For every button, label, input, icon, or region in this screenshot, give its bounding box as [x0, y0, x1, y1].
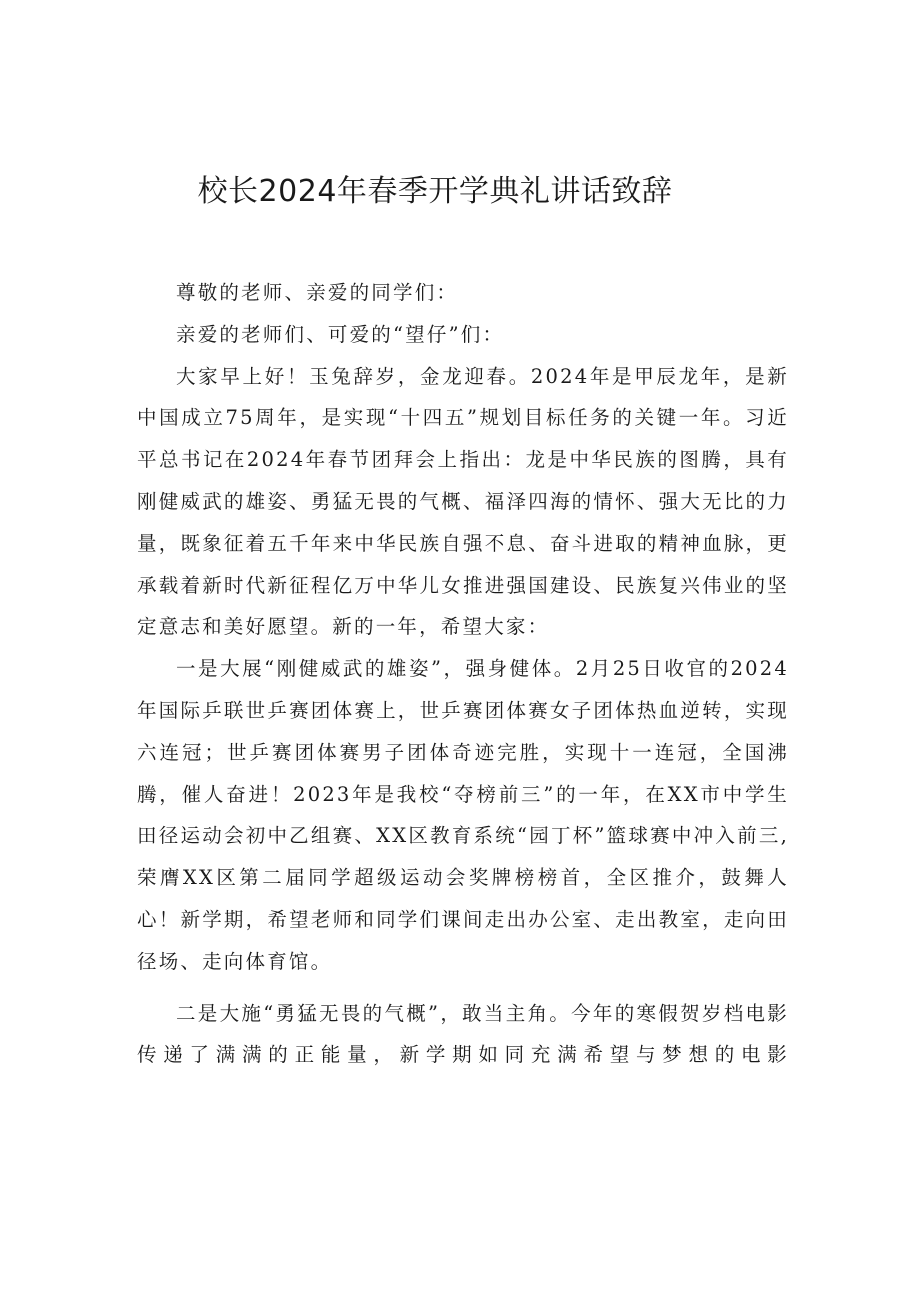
body-paragraph: 二是大施“勇猛无畏的气概”，敢当主角。今年的寒假贺岁档电影传递了满满的正能量，新学期如同充满希望与梦想的电影	[137, 1001, 789, 1067]
body-paragraph: 一是大展“刚健威武的雄姿”，强身健体。2月25日收官的2024年国际乒联世乒赛团体赛上，世乒赛团体赛女子团体热血逆转，实现六连冠；世乒赛团体赛男子团体奇迹完胜，实现十一连冠，全国沸腾，催人奋进！2023年是我校“夺榜前三”的一年，在XX市中学生田径运动会初中乙组赛、XX区教育系统“园丁杯”篮球赛中冲入前三,荣膺XX区第二届同学超级运动会奖牌榜榜首，全区推介，鼓舞人心！新学期，希望老师和同学们课间走出办公室、走出教室，走向田径场、走向体育馆。	[137, 657, 789, 973]
body-paragraph: 大家早上好！玉兔辞岁，金龙迎春。2024年是甲辰龙年，是新中国成立75周年，是实现“十四五”规划目标任务的关键一年。习近平总书记在2024年春节团拜会上指出：龙是中华民族的图腾，具有刚健威武的雄姿、勇猛无畏的气概、福泽四海的情怀、强大无比的力量，既象征着五千年来中华民族自强不息、奋斗进取的精神血脉，更承载着新时代新征程亿万中华儿女推进强国建设、民族复兴伟业的坚定意志和美好愿望。新的一年，希望大家：	[137, 364, 789, 639]
document-title: 校长2024年春季开学典礼讲话致辞	[197, 174, 673, 209]
paragraph-gap	[137, 983, 789, 993]
document-body	[137, 272, 789, 1076]
greeting-line: 尊敬的老师、亲爱的同学们：	[176, 281, 459, 304]
greeting-line: 亲爱的老师们、可爱的“望仔”们：	[176, 322, 505, 346]
